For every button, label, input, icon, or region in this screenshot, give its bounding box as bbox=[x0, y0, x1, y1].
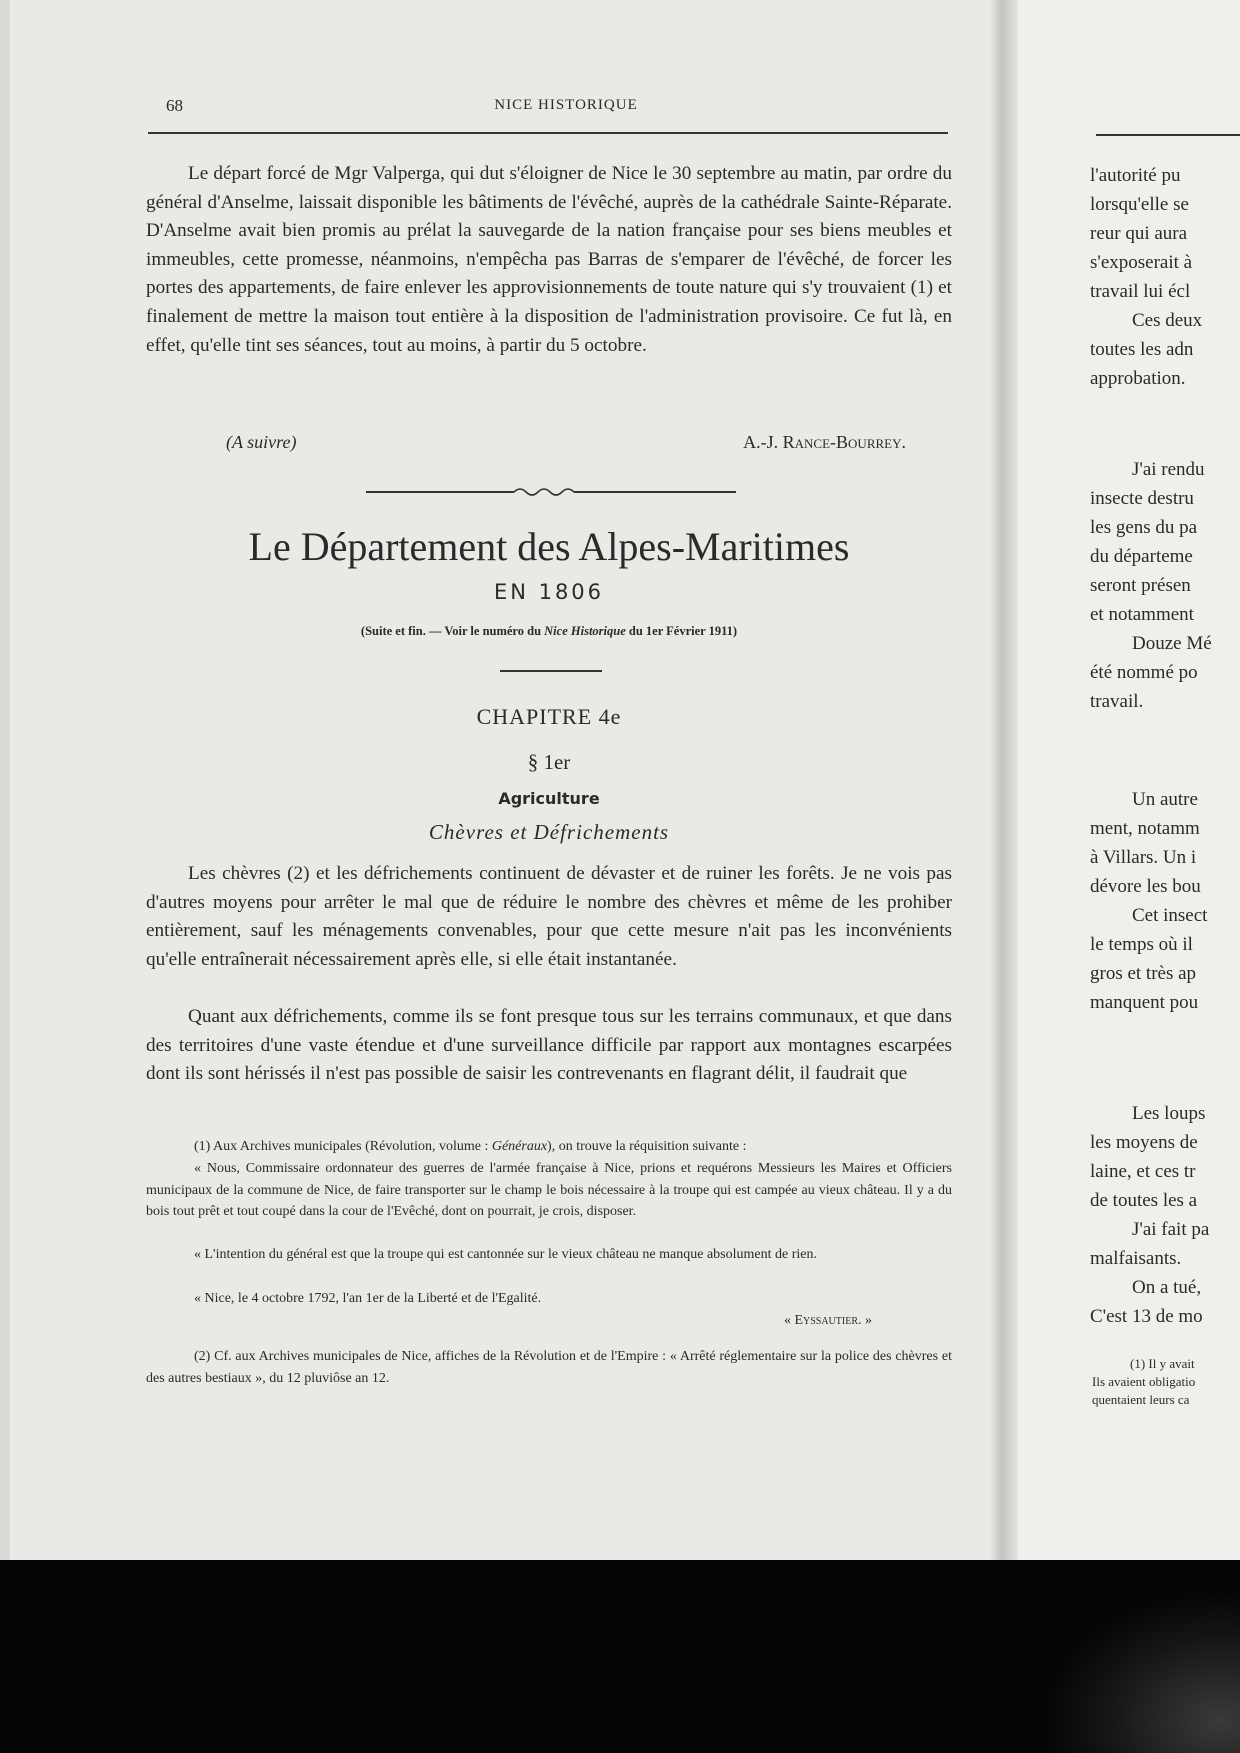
right-page-line: Un autre bbox=[1132, 789, 1198, 810]
header-rule bbox=[148, 132, 948, 134]
right-page-line: travail lui écl bbox=[1090, 281, 1191, 302]
right-page-line: travail. bbox=[1090, 691, 1144, 712]
series-note-prefix: (Suite et fin. — Voir le numéro du bbox=[360, 624, 545, 638]
author-name: A.-J. Rance-Bourrey. bbox=[743, 432, 906, 452]
footnote-text: « L'intention du général est que la troupe qui est cantonnée sur le vieux château ne manque absolument de rien. bbox=[194, 1247, 817, 1262]
right-page-line: Cet insect bbox=[1132, 905, 1208, 926]
footnote-1-intro bbox=[146, 1136, 952, 1158]
right-page-line: l'autorité pu bbox=[1090, 165, 1181, 186]
book-gutter-shadow bbox=[990, 0, 1018, 1560]
right-page-line: J'ai fait pa bbox=[1132, 1219, 1210, 1240]
right-page-line: du départeme bbox=[1090, 546, 1193, 567]
body-paragraph bbox=[146, 1003, 952, 1089]
right-page-footnote-line: Ils avaient obligatio bbox=[1092, 1374, 1196, 1389]
to-be-continued: (A suivre) bbox=[226, 432, 297, 452]
running-head bbox=[166, 96, 946, 120]
right-page-line: C'est 13 de mo bbox=[1090, 1306, 1203, 1327]
section-heading: Agriculture bbox=[498, 789, 600, 808]
right-page-footnote-line: (1) Il y avait bbox=[1130, 1356, 1195, 1371]
footnote-text: (2) Cf. aux Archives municipales de Nice, affiches de la Révolution et de l'Empire : « Arrêté réglementaire sur la police des chèvres et des autres bestiaux », du 12 pluviôse an 12. bbox=[146, 1349, 952, 1386]
right-page-line: reur qui aura bbox=[1090, 223, 1188, 244]
right-page-line: à Villars. Un i bbox=[1090, 847, 1197, 868]
right-page-footnote-line: quentaient leurs ca bbox=[1092, 1392, 1190, 1407]
article-title: Le Département des Alpes-Maritimes bbox=[248, 524, 850, 569]
series-note-journal: Nice Historique bbox=[544, 624, 626, 638]
footnote-1-quote bbox=[146, 1244, 952, 1266]
right-page-line: insecte destru bbox=[1090, 488, 1194, 509]
footnote-text: (1) Aux Archives municipales (Révolution, volume : bbox=[194, 1139, 492, 1154]
right-page-line: s'exposerait à bbox=[1090, 252, 1193, 273]
journal-title: NICE HISTORIQUE bbox=[494, 97, 638, 113]
body-paragraph-text: Le départ forcé de Mgr Valperga, qui dut s'éloigner de Nice le 30 septembre au matin, par ordre du général d'Anselme, laissait disponible les bâtiments de l'évêché, auprès de la cathédrale Sainte-Réparate. D'Anselme avait bien promis au prélat la sauvegarde de la nation française pour ses biens meubles et immeubles, cette promesse, néanmoins, n'empêcha pas Barras de s'emparer de l'évêché, de forcer les portes des appartements, de faire enlever les approvisionnements de toute nature qui s'y trouvaient (1) et finalement de mettre la maison tout entière à la disposition de l'administration provisoire. Ce fut là, en effet, qu'elle tint ses séances, tout au moins, à partir du 5 octobre. bbox=[146, 163, 952, 356]
scan-left-edge bbox=[0, 0, 10, 1560]
right-page-line: gros et très ap bbox=[1090, 963, 1197, 984]
body-paragraph-text: Les chèvres (2) et les défrichements continuent de dévaster et de ruiner les forêts. Je ne vois pas d'autres moyens pour arrêter le mal que de réduire le nombre des chèvres et même de les prohiber entièrement, sauf les ménagements convenables, pour que cette mesure n'ait pas les inconvénients qu'elle entraînerait nécessairement après elle, si elle était instantanée. bbox=[146, 863, 952, 970]
footnote-1-signature: « Eyssautier. » bbox=[783, 1313, 872, 1328]
ornamental-divider bbox=[366, 484, 736, 500]
right-page-head-rule bbox=[1096, 134, 1240, 136]
section-subheading: Chèvres et Défrichements bbox=[428, 820, 670, 844]
section-mark: § 1er bbox=[527, 750, 571, 774]
footnote-text: « Nice, le 4 octobre 1792, l'an 1er de la Liberté et de l'Egalité. bbox=[194, 1291, 542, 1306]
footnote-italic: Généraux bbox=[491, 1139, 548, 1154]
right-page-line: ment, notamm bbox=[1090, 818, 1200, 839]
body-paragraph-text: Quant aux défrichements, comme ils se font presque tous sur les terrains communaux, et que dans des territoires d'une vaste étendue et d'une surveillance difficile par rapport aux montagnes escarpées dont ils sont hérissés il n'est pas possible de saisir les contrevenants en flagrant délit, il faudrait que bbox=[146, 1006, 952, 1085]
section-rule bbox=[500, 670, 602, 672]
right-page-line: les moyens de bbox=[1090, 1132, 1198, 1153]
article-signature bbox=[146, 432, 906, 460]
footnote-1-quote bbox=[146, 1288, 952, 1310]
right-page-line: le temps où il bbox=[1090, 934, 1193, 955]
right-page-line: approbation. bbox=[1090, 368, 1186, 389]
right-page-line: Les loups bbox=[1132, 1103, 1206, 1124]
footnote-text: « Nous, Commissaire ordonnateur des guerres de l'armée française à Nice, prions et requérons Messieurs les Maires et Officiers municipaux de la commune de Nice, de faire transporter sur le champ le bois nécessaire à la troupe qui est campée au vieux château. Il y a du bois tout prêt et tout coupé dans la cour de l'Evêché, dont on pourrait, je crois, disposer. bbox=[146, 1161, 952, 1219]
right-page-line: dévore les bou bbox=[1090, 876, 1201, 897]
page-number: 68 bbox=[166, 96, 183, 115]
footnote-1-quote bbox=[146, 1158, 952, 1223]
right-page-line: manquent pou bbox=[1090, 992, 1199, 1013]
body-paragraph bbox=[146, 160, 952, 360]
right-page-line: toutes les adn bbox=[1090, 339, 1194, 360]
body-paragraph bbox=[146, 860, 952, 974]
chapter-title: CHAPITRE 4e bbox=[476, 704, 622, 729]
right-page-line: Douze Mé bbox=[1132, 633, 1212, 654]
article-subtitle: EN 1806 bbox=[493, 580, 605, 604]
right-page-line: On a tué, bbox=[1132, 1277, 1202, 1298]
series-note-suffix: du 1er Février 1911) bbox=[625, 624, 738, 638]
footnote-2 bbox=[146, 1346, 952, 1389]
footnote-text: ), on trouve la réquisition suivante : bbox=[547, 1139, 747, 1154]
right-page bbox=[1002, 0, 1240, 1560]
series-note bbox=[146, 624, 952, 639]
scan-dark-corner bbox=[1040, 1590, 1240, 1753]
right-page-line: lorsqu'elle se bbox=[1090, 194, 1189, 215]
right-page-line: Ces deux bbox=[1132, 310, 1203, 331]
right-page-line: été nommé po bbox=[1090, 662, 1198, 683]
right-page-line: de toutes les a bbox=[1090, 1190, 1198, 1211]
right-page-line: malfaisants. bbox=[1090, 1248, 1182, 1269]
right-page-line: J'ai rendu bbox=[1132, 459, 1205, 480]
right-page-line: seront présen bbox=[1090, 575, 1191, 596]
right-page-line: laine, et ces tr bbox=[1090, 1161, 1196, 1182]
right-page-line: les gens du pa bbox=[1090, 517, 1198, 538]
right-page-line: et notamment bbox=[1090, 604, 1194, 625]
